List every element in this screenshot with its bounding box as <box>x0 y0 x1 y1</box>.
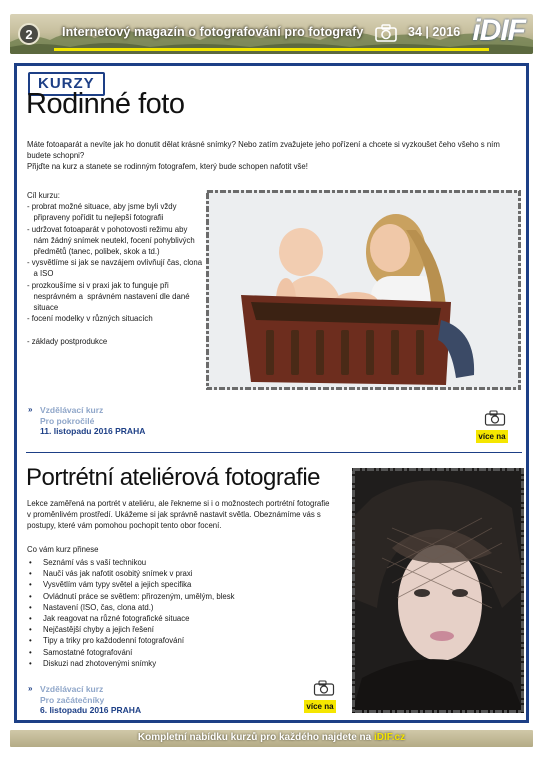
frame-left <box>14 63 17 723</box>
list-item: • Jak reagovat na různé fotografické situace <box>27 613 235 624</box>
course-date: 11. listopadu 2016 PRAHA <box>40 426 146 436</box>
course-info-family <box>28 405 228 437</box>
camera-icon <box>313 679 335 697</box>
more-info-link[interactable]: více na <box>304 700 336 713</box>
course-date: 6. listopadu 2016 PRAHA <box>40 705 142 715</box>
goals-line: - základy postprodukce <box>27 336 108 346</box>
more-info-link[interactable]: více na <box>476 430 508 443</box>
goals-line <box>27 324 207 335</box>
list-item: • Seznámí vás s vaší technikou <box>27 557 235 568</box>
page-header <box>10 14 533 54</box>
list-item: • Ovládnutí práce se světlem: přirozeným, umělým, blesk <box>27 591 235 602</box>
goals-line: - udržovat fotoaparát v pohotovosti režimu aby <box>27 224 188 234</box>
frame-bottom <box>14 720 529 723</box>
course-goals <box>27 190 207 347</box>
goals-line: nesprávném a správném nastavení dle dané <box>27 291 190 301</box>
list-item: • Naučí vás jak nafotit osobitý snímek v praxi <box>27 568 235 579</box>
header-accent-bar <box>54 48 489 51</box>
portrait-intro <box>27 498 349 531</box>
list-item: • Tipy a triky pro každodenní fotografování <box>27 635 235 646</box>
course-level: Pro pokročilé <box>40 415 95 426</box>
goals-line: - prozkoušíme si v praxi jak to funguje při <box>27 280 169 290</box>
intro-line: budete schopni? <box>27 151 85 160</box>
goals-line: - probrat možné situace, aby jsme byli vždy <box>27 202 177 212</box>
footer-text <box>10 732 533 743</box>
list-item: • Nejčastější chyby a jejich řešení <box>27 624 235 635</box>
course-info-portrait <box>28 684 228 716</box>
intro-line: v proměnlivém prostředí. Ukážeme si jak správně nastavit světla. Obeznámíme vás s <box>27 510 321 519</box>
goals-line: - focení modelky v různých situacích <box>27 314 153 324</box>
family-photo <box>206 190 521 390</box>
frame-top <box>14 63 529 66</box>
goals-line: situace <box>27 303 59 313</box>
list-item: • Vysvětlím vám typy světel a jejich specifika <box>27 579 235 590</box>
double-chevron-right-icon: » <box>28 405 33 414</box>
portrait-photo <box>352 468 524 713</box>
goals-line: připraveny pořídit tu nejlepší fotografii <box>27 213 164 223</box>
benefits-list <box>27 557 235 669</box>
page-footer <box>10 730 533 747</box>
course-type: Vzdělávací kurz <box>40 684 104 694</box>
course-level: Pro začátečníky <box>40 694 105 705</box>
goals-line: Cíl kurzu: <box>27 191 60 200</box>
goals-line: - vysvětlíme si jak se navzájem ovlivňují čas, clona <box>27 258 203 268</box>
list-item: • Nastavení (ISO, čas, clona atd.) <box>27 602 235 613</box>
section-divider <box>26 452 522 453</box>
list-item: • Diskuzi nad zhotovenými snímky <box>27 658 235 669</box>
issue-number: 34 | 2016 <box>408 25 461 39</box>
goals-line: nám žádný snímek neutekl, focení pohyblivých <box>27 235 195 245</box>
footer-link[interactable]: iDIF.cz <box>374 732 406 743</box>
goals-line: a ISO <box>27 269 54 279</box>
course-title-family: Rodinné foto <box>26 88 185 120</box>
woman-portrait-image <box>352 468 524 713</box>
benefits-heading: Co vám kurz přinese <box>27 545 99 554</box>
intro-line: Máte fotoaparát a nevíte jak ho donutit dělat krásné snímky? Nebo zatím zvažujete jeho pořízení a chcete si vyzkoušet čeho všeho s ním <box>27 140 500 149</box>
idif-logo[interactable]: iDIF <box>472 14 525 47</box>
magazine-title: Internetový magazín o fotografování pro fotografy <box>62 25 364 39</box>
course-type: Vzdělávací kurz <box>40 405 104 415</box>
section-tag: KURZY <box>28 72 105 96</box>
intro-line: Lekce zaměřená na portrét v ateliéru, ale řekneme si i o možnostech portrétní fotografie <box>27 499 330 508</box>
goals-line: předmětů (tanec, polibek, skok a td.) <box>27 247 160 257</box>
footer-label: Kompletní nabídku kurzů pro každého najdete na <box>137 732 374 743</box>
double-chevron-right-icon: » <box>28 684 33 693</box>
course-intro <box>27 139 527 172</box>
camera-icon <box>484 409 506 427</box>
intro-line: Přijďte na kurz a stanete se rodinným fotografem, který bude schopen nafotit vše! <box>27 162 308 171</box>
course-title-portrait: Portrétní ateliérová fotografie <box>26 464 321 491</box>
list-item: • Samostatné fotografování <box>27 647 235 658</box>
intro-line: postupy, které vám pomohou pochopit tento obor focení. <box>27 521 222 530</box>
page-number-badge: 2 <box>18 23 40 45</box>
camera-icon <box>374 22 398 44</box>
children-with-coffee-box-image <box>206 190 521 390</box>
